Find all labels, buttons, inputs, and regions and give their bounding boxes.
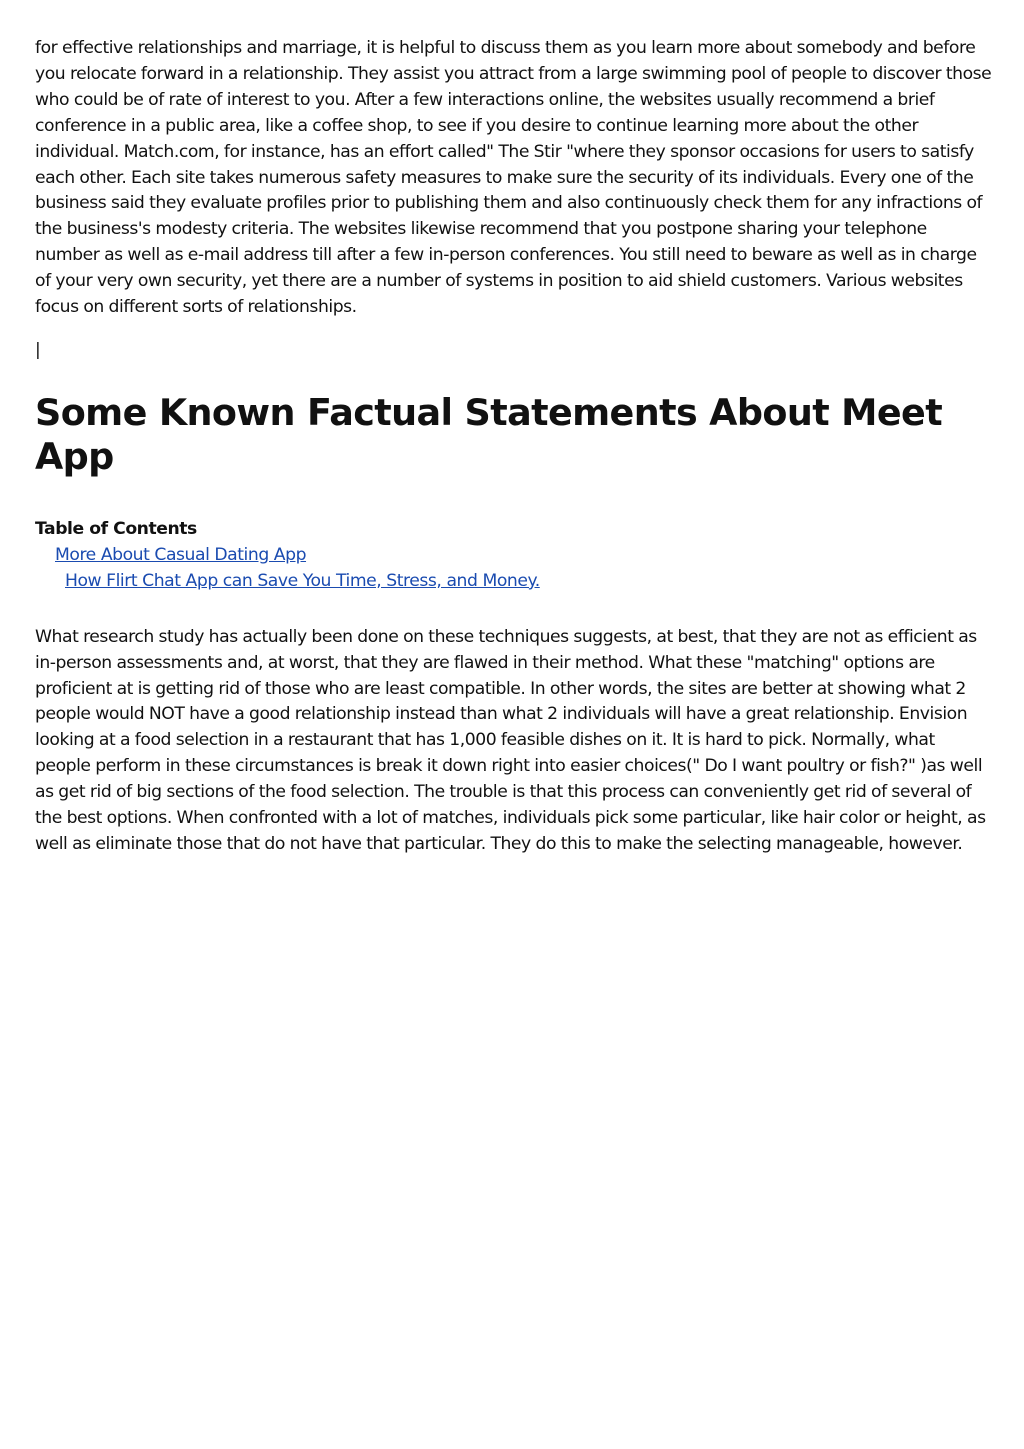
toc-link-flirt-chat-app[interactable]: How Flirt Chat App can Save You Time, Stress, and Money. — [65, 570, 540, 591]
toc-item — [35, 543, 995, 569]
intro-paragraph: for effective relationships and marriage, it is helpful to discuss them as you learn more about somebody and before you relocate forward in a relationship. They assist you attract from a large swimming pool of people to discover those who could be of rate of interest to you. After a few interactions online, the websites usually recommend a brief conference in a public area, like a coffee shop, to see if you desire to continue learning more about the other individual. Match.com, for instance, has an effort called" The Stir "where they sponsor occasions for users to satisfy each other. Each site takes numerous safety measures to make sure the security of its individuals. Every one of the business said they evaluate profiles prior to publishing them and also continuously check them for any infractions of the business's modesty criteria. The websites likewise recommend that you postpone sharing your telephone number as well as e-mail address till after a few in-person conferences. You still need to beware as well as in charge of your very own security, yet there are a number of systems in position to aid shield customers. Various websites focus on different sorts of relationships. — [35, 38, 992, 318]
toc-list — [35, 543, 995, 595]
body-paragraph: What research study has actually been done on these techniques suggests, at best, that they are not as efficient as in-person assessments and, at worst, that they are flawed in their method. What these "matching" options are proficient at is getting rid of those who are least compatible. In other words, the sites are better at showing what 2 people would NOT have a good relationship instead than what 2 individuals will have a great relationship. Envision looking at a food selection in a restaurant that has 1,000 feasible dishes on it. It is hard to pick. Normally, what people perform in these circumstances is break it down right into easier choices(" Do I want poultry or fish?" )as well as get rid of big sections of the food selection. The trouble is that this process can conveniently get rid of several of the best options. When confronted with a lot of matches, individuals pick some particular, like hair color or height, as well as eliminate those that do not have that particular. They do this to make the selecting manageable, however. — [35, 626, 986, 854]
article-page — [35, 36, 995, 858]
toc-link-casual-dating-app[interactable]: More About Casual Dating App — [55, 544, 307, 565]
article-heading: Some Known Factual Statements About Meet App — [35, 390, 943, 478]
table-of-contents — [35, 517, 995, 595]
toc-title: Table of Contents — [35, 518, 197, 539]
toc-item — [35, 569, 995, 595]
text-cursor-mark: | — [35, 339, 41, 360]
